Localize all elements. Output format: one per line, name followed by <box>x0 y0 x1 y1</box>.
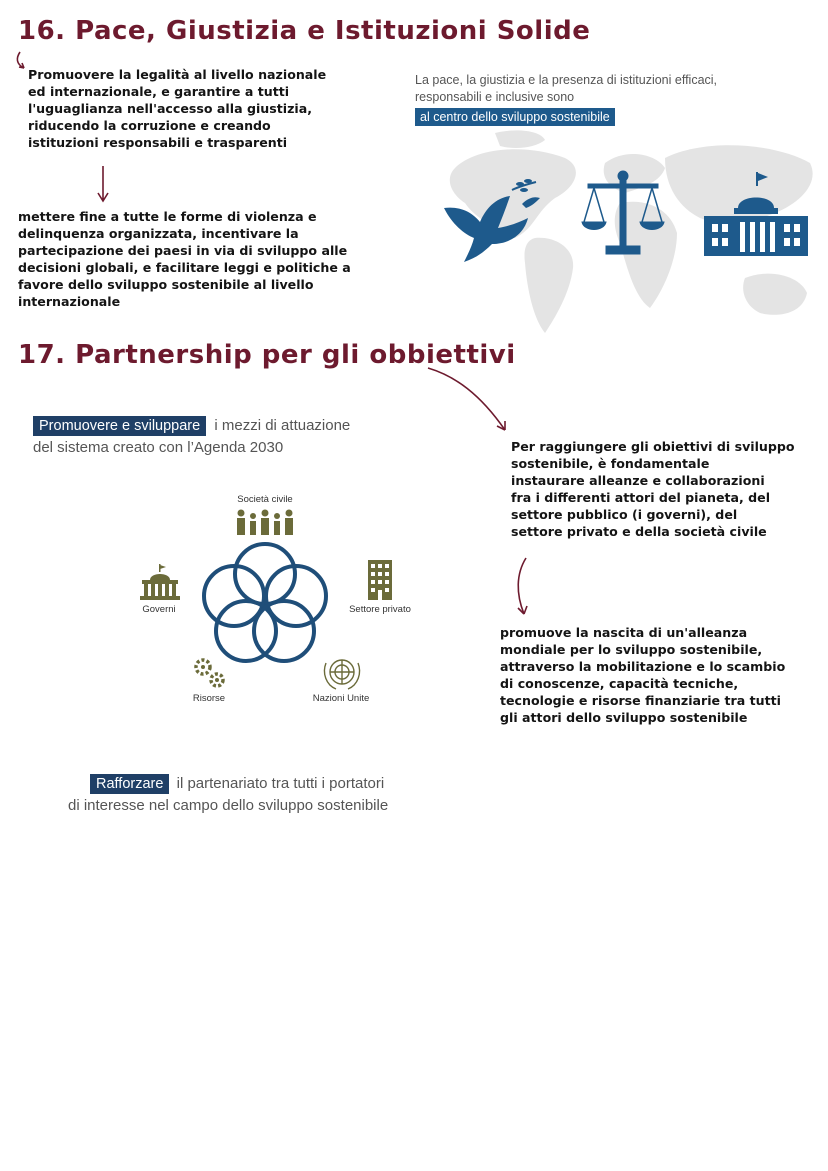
infographic-caption <box>415 72 825 126</box>
partnership-rings-diagram <box>200 540 330 665</box>
down-arrow-icon <box>96 166 110 204</box>
label-un: Nazioni Unite <box>312 693 370 704</box>
curved-arrow-right-icon <box>425 360 515 440</box>
section16-paragraph2: mettere fine a tutte le forme di violenza e delinquenza organizzata, incentivare la partecipazione dei paesi in via di sviluppo alle decisioni globali, e facilitare leggi e politiche a favore dello sviluppo sostenibile al livello internazionale <box>18 209 351 309</box>
infographic-line1: La pace, la giustizia e la presenza di istituzioni efficaci, <box>415 73 718 87</box>
promote-highlight: Promuovere e sviluppare <box>33 416 206 436</box>
strengthen-block <box>68 773 448 816</box>
section16-paragraph1: Promuovere la legalità al livello nazionale ed internazionale, e garantire a tutti l'uguaglianza nell'accesso alla giustizia, riducendo la corruzione e creando istituzioni responsabili e trasparenti <box>28 67 327 150</box>
section17-paragraph2: promuove la nascita di un'alleanza mondiale per lo sviluppo sostenibile, attraverso la mobilitazione e lo scambio di conoscenze, capacità tecniche, tecnologie e risorse finanziarie tra tutti gli attori dello sviluppo sostenibile <box>500 625 786 725</box>
label-resources: Risorse <box>192 693 226 704</box>
united-nations-emblem-icon <box>320 653 364 691</box>
institution-building-icon <box>704 172 808 258</box>
section17-paragraph1: Per raggiungere gli obiettivi di sviluppo sostenibile, è fondamentale instaurare alleanze e collaborazioni fra i differenti attori del pianeta, del settore pubblico (i governi), del settore privato e della società civile <box>511 439 795 539</box>
infographic-highlight: al centro dello sviluppo sostenibile <box>415 108 615 126</box>
strengthen-text-1: il partenariato tra tutti i portatori <box>176 775 385 792</box>
section17-title: 17. Partnership per gli obbiettivi <box>18 340 516 370</box>
government-building-icon <box>140 564 180 600</box>
office-building-icon <box>368 560 392 600</box>
label-private: Settore privato <box>349 604 411 615</box>
promote-text-1: i mezzi di attuazione <box>214 417 351 434</box>
section16-title: 16. Pace, Giustizia e Istituzioni Solide <box>18 16 591 46</box>
scales-of-justice-icon <box>580 170 666 260</box>
strengthen-highlight: Rafforzare <box>90 774 169 794</box>
civil-society-icon <box>234 508 296 536</box>
label-governments: Governi <box>142 604 176 615</box>
label-society: Società civile <box>237 494 293 505</box>
promote-text-2: del sistema creato con l’Agenda 2030 <box>33 439 284 456</box>
infographic-line2: responsabili e inclusive sono <box>415 90 575 104</box>
gears-icon <box>192 656 228 690</box>
dove-icon <box>440 178 542 264</box>
strengthen-text-2: di interesse nel campo dello sviluppo sostenibile <box>68 797 389 814</box>
curved-down-arrow-icon <box>512 556 538 620</box>
promote-block <box>33 415 433 458</box>
